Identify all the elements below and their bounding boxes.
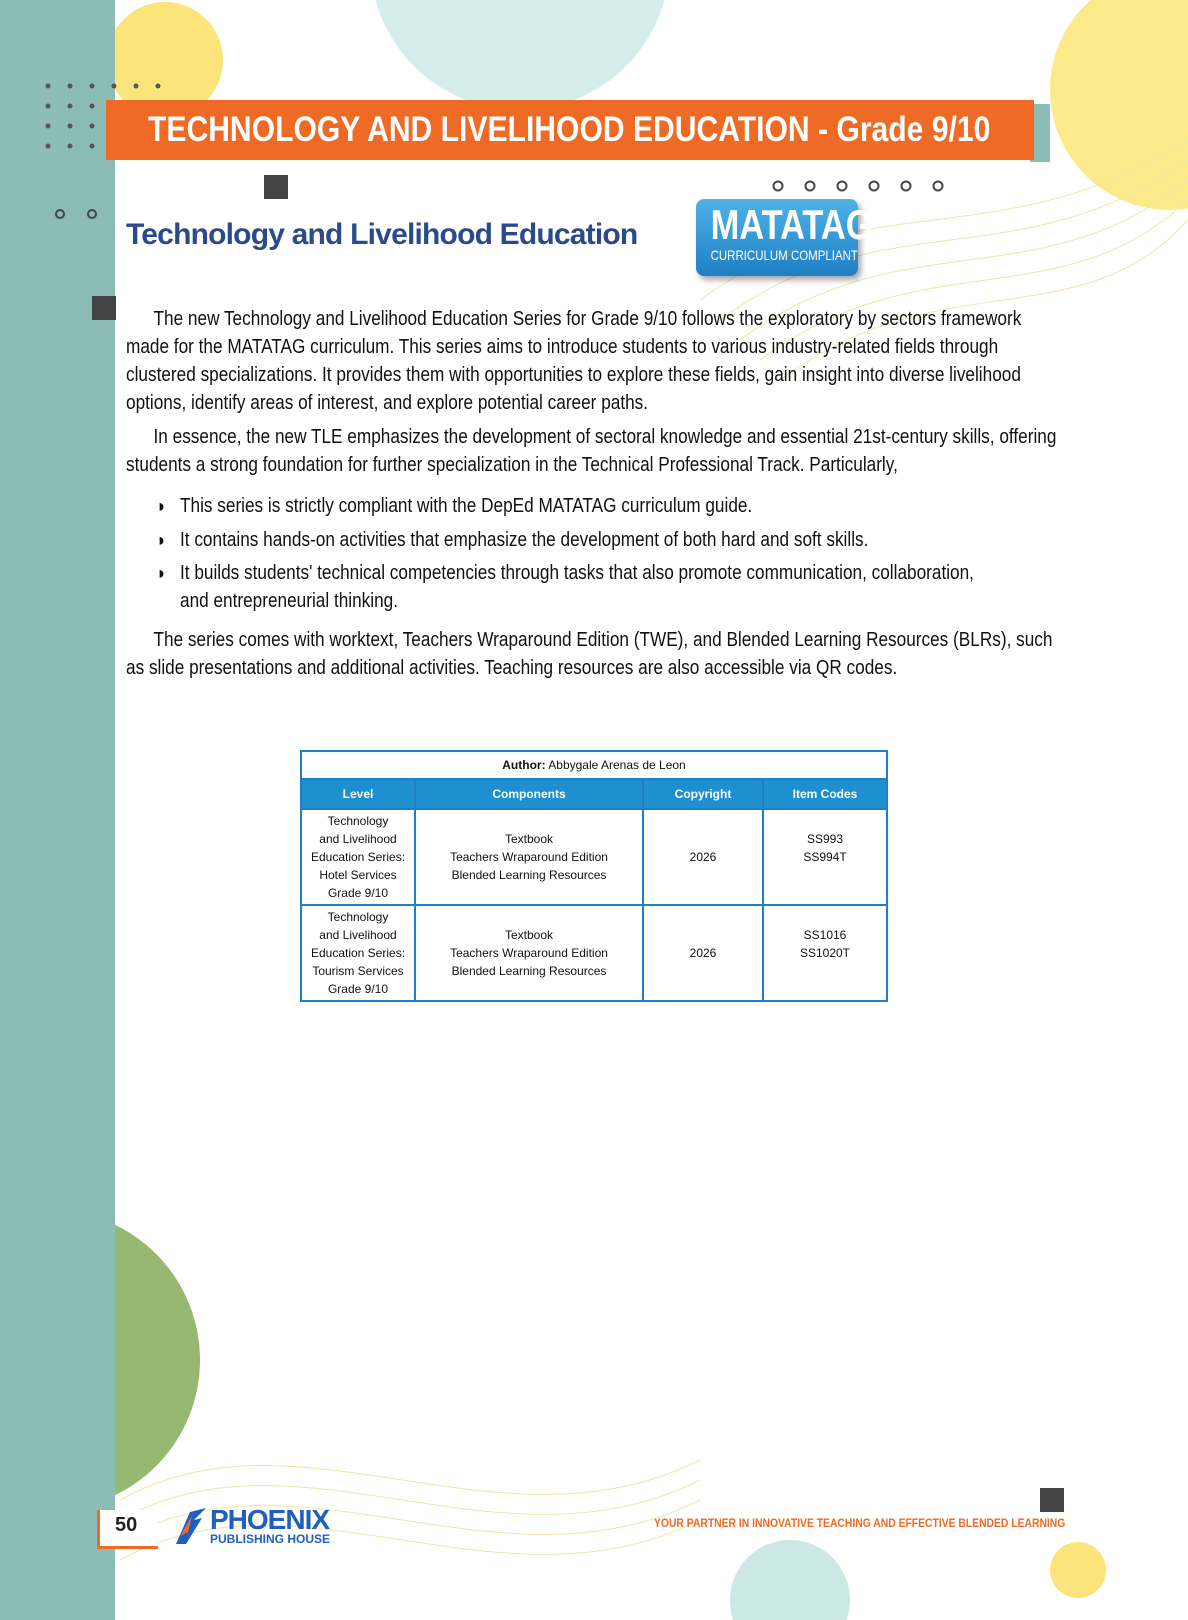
table-header-row xyxy=(301,779,887,809)
footer-tagline: YOUR PARTNER IN INNOVATIVE TEACHING AND EFFECTIVE BLENDED LEARNING xyxy=(654,1518,1066,1530)
bullet-text: It builds students' technical competencies through tasks that also promote communication, collaboration, and entrepreneurial thinking. xyxy=(180,562,974,612)
level-line: Hotel Services xyxy=(319,868,397,882)
bullet-icon: ◗ xyxy=(156,496,167,516)
bullet-icon: ◗ xyxy=(156,530,167,550)
author-cell xyxy=(301,751,887,779)
phoenix-logo-icon xyxy=(174,1506,208,1546)
bullet-text: It contains hands-on activities that emphasize the development of both hard and soft skills. xyxy=(180,529,869,551)
section-title: Technology and Livelihood Education xyxy=(126,218,638,251)
copyright-cell: 2026 xyxy=(643,809,763,905)
components-cell xyxy=(415,905,643,1001)
side-strip xyxy=(0,0,115,1620)
level-cell xyxy=(301,905,415,1001)
component-line: Textbook xyxy=(504,832,554,846)
logo-subtitle: PUBLISHING HOUSE xyxy=(210,1532,331,1546)
components-cell xyxy=(415,809,643,905)
level-line: and Livelihood xyxy=(319,928,397,942)
paragraph-2: In essence, the new TLE emphasizes the development of sectoral knowledge and essential 21st-century skills, offering students a strong foundation for further specialization in the Technical Professional Track. Particularly, xyxy=(126,426,1057,476)
code-line: SS1020T xyxy=(799,946,851,960)
bullet-icon: ◗ xyxy=(156,563,167,583)
logo-name: PHOENIX xyxy=(210,1504,330,1535)
header-item-codes: Item Codes xyxy=(763,779,887,809)
codes-cell xyxy=(763,809,887,905)
header-copyright: Copyright xyxy=(643,779,763,809)
level-line: Technology xyxy=(327,910,389,924)
square-decoration xyxy=(264,175,288,199)
level-line: Education Series: xyxy=(310,946,406,960)
bullet-text: This series is strictly compliant with the DepEd MATATAG curriculum guide. xyxy=(180,495,753,517)
square-decoration xyxy=(92,296,116,320)
component-line: Blended Learning Resources xyxy=(451,964,607,978)
header-components: Components xyxy=(415,779,643,809)
badge-main-text: MATATAG xyxy=(710,201,873,248)
component-line: Textbook xyxy=(504,928,554,942)
level-line: Grade 9/10 xyxy=(327,982,389,996)
component-line: Teachers Wraparound Edition xyxy=(450,850,608,864)
codes-cell xyxy=(763,905,887,1001)
product-table xyxy=(300,750,888,1002)
code-line: SS993 xyxy=(806,832,844,846)
table-row xyxy=(301,905,887,1001)
ring-row-decoration xyxy=(768,178,968,194)
essence-paragraph xyxy=(126,423,1066,479)
level-line: and Livelihood xyxy=(319,832,397,846)
page-number: 50 xyxy=(115,1514,138,1536)
paragraph-3: The series comes with worktext, Teachers Wraparound Edition (TWE), and Blended Learning Resources (BLRs), such as slide presentations and additional activities. Teaching resources are also accessible via QR codes. xyxy=(126,629,1053,679)
resources-paragraph xyxy=(126,626,1066,682)
code-line: SS1016 xyxy=(803,928,847,942)
level-line: Education Series: xyxy=(310,850,406,864)
level-line: Grade 9/10 xyxy=(327,886,389,900)
level-line: Tourism Services xyxy=(312,964,404,978)
header-level: Level xyxy=(301,779,415,809)
badge-sub-text: CURRICULUM COMPLIANT xyxy=(710,247,858,263)
author-name: Abbygale Arenas de Leon xyxy=(548,758,686,772)
intro-paragraph xyxy=(126,305,1066,417)
author-row xyxy=(301,751,887,779)
square-decoration xyxy=(1040,1488,1064,1512)
table-row xyxy=(301,809,887,905)
header-title: TECHNOLOGY AND LIVELIHOOD EDUCATION - Grade 9/10 xyxy=(148,110,991,149)
component-line: Blended Learning Resources xyxy=(451,868,607,882)
level-cell xyxy=(301,809,415,905)
author-label: Author: xyxy=(502,758,546,772)
matatag-badge xyxy=(696,199,873,276)
code-line: SS994T xyxy=(803,850,847,864)
level-line: Technology xyxy=(327,814,389,828)
copyright-cell: 2026 xyxy=(643,905,763,1001)
paragraph-1: The new Technology and Livelihood Education Series for Grade 9/10 follows the exploratory by sectors framework made for the MATATAG curriculum. This series aims to introduce students to various industry-related fields through clustered specializations. It provides them with opportunities to explore these fields, gain insight into diverse livelihood options, identify areas of interest, and explore potential career paths. xyxy=(126,308,1022,414)
component-line: Teachers Wraparound Edition xyxy=(450,946,608,960)
